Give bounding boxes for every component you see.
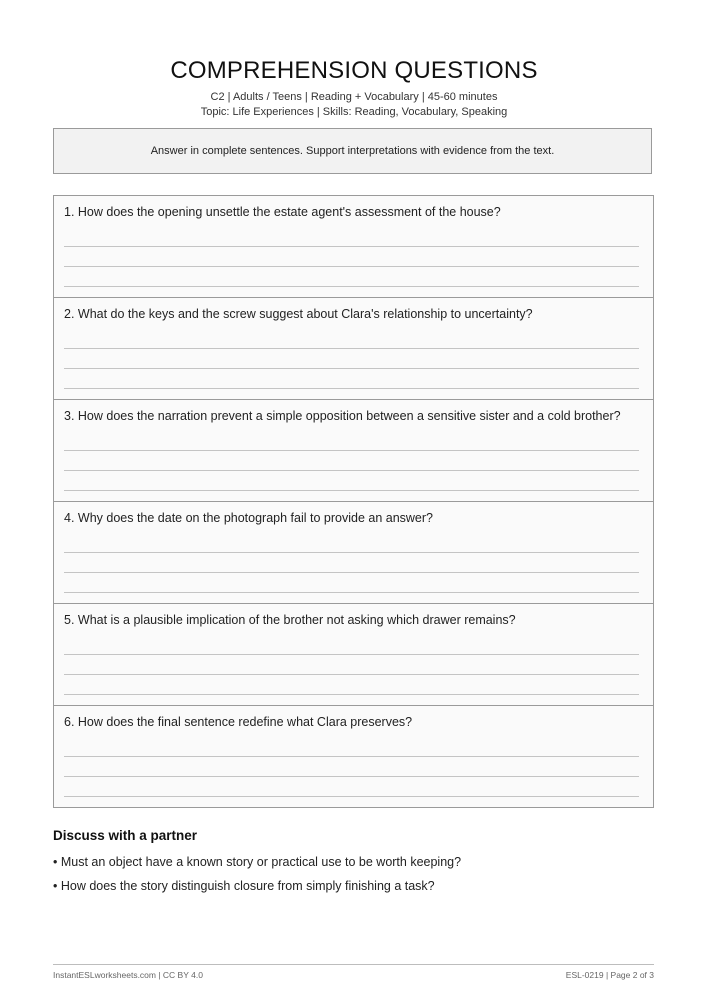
discussion-heading: Discuss with a partner xyxy=(53,828,198,843)
question-text: 4. Why does the date on the photograph fail to provide an answer? xyxy=(64,511,433,525)
discussion-item: • Must an object have a known story or practical use to be worth keeping? xyxy=(53,855,462,869)
answer-line[interactable] xyxy=(64,694,639,695)
instructions-box xyxy=(53,128,652,174)
answer-line[interactable] xyxy=(64,654,639,655)
answer-line[interactable] xyxy=(64,490,639,491)
question-block-3 xyxy=(54,400,653,502)
question-block-4 xyxy=(54,502,653,604)
page-title: COMPREHENSION QUESTIONS xyxy=(170,57,538,84)
question-block-6 xyxy=(54,706,653,807)
question-text: 5. What is a plausible implication of the brother not asking which drawer remains? xyxy=(64,613,516,627)
footer-source: InstantESLworksheets.com | CC BY 4.0 xyxy=(53,970,203,980)
question-text: 2. What do the keys and the screw suggest about Clara's relationship to uncertainty? xyxy=(64,307,533,321)
question-block-5 xyxy=(54,604,653,706)
answer-line[interactable] xyxy=(64,552,639,553)
footer-divider xyxy=(53,964,654,965)
answer-line[interactable] xyxy=(64,470,639,471)
answer-line[interactable] xyxy=(64,450,639,451)
answer-line[interactable] xyxy=(64,388,639,389)
questions-table xyxy=(53,195,654,808)
discussion-item: • How does the story distinguish closure from simply finishing a task? xyxy=(53,879,435,893)
instructions-text: Answer in complete sentences. Support interpretations with evidence from the text. xyxy=(150,145,555,157)
answer-line[interactable] xyxy=(64,348,639,349)
footer-page-number: ESL-0219 | Page 2 of 3 xyxy=(565,970,654,980)
question-text: 3. How does the narration prevent a simple opposition between a sensitive sister and a cold brother? xyxy=(64,409,621,423)
answer-line[interactable] xyxy=(64,266,639,267)
answer-line[interactable] xyxy=(64,246,639,247)
answer-line[interactable] xyxy=(64,776,639,777)
question-block-2 xyxy=(54,298,653,400)
question-text: 6. How does the final sentence redefine what Clara preserves? xyxy=(64,715,413,729)
worksheet-meta-topic: Topic: Life Experiences | Skills: Reading, Vocabulary, Speaking xyxy=(200,106,508,118)
answer-line[interactable] xyxy=(64,286,639,287)
question-text: 1. How does the opening unsettle the estate agent's assessment of the house? xyxy=(64,205,501,219)
question-block-1 xyxy=(54,196,653,298)
answer-line[interactable] xyxy=(64,796,639,797)
answer-line[interactable] xyxy=(64,756,639,757)
answer-line[interactable] xyxy=(64,674,639,675)
worksheet-meta-level: C2 | Adults / Teens | Reading + Vocabulary | 45-60 minutes xyxy=(210,91,498,103)
answer-line[interactable] xyxy=(64,368,639,369)
answer-line[interactable] xyxy=(64,592,639,593)
answer-line[interactable] xyxy=(64,572,639,573)
